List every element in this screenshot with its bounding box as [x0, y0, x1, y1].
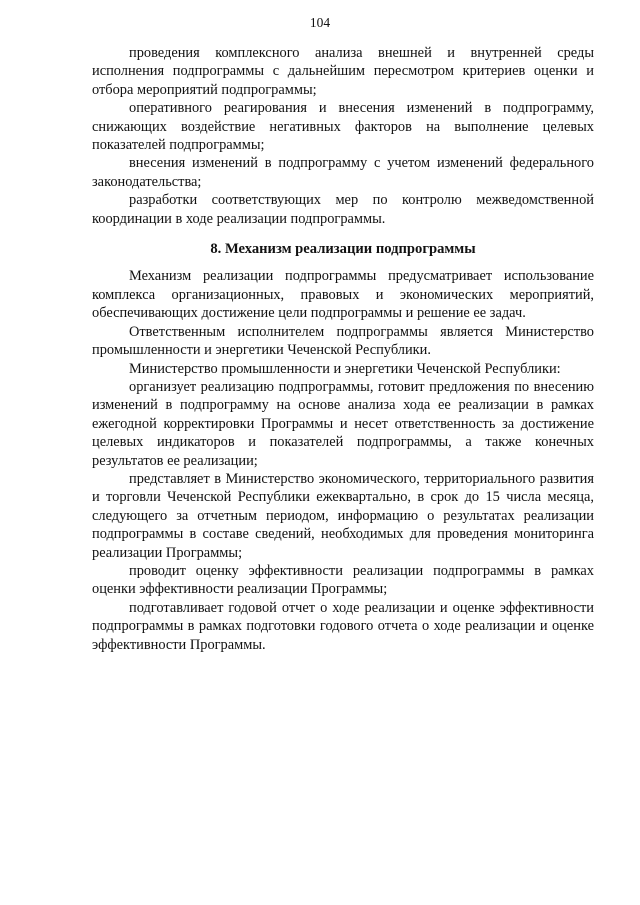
paragraph: представляет в Министерство экономического, территориального развития и торговли Чеченской Республики ежеквартально, в срок до 15 числа месяца, следующего за отчетным периодом, информацию о результатах реализации подпрограммы в составе сведений, необходимых для проведения мониторинга реализации Программы;	[92, 470, 594, 561]
paragraph: подготавливает годовой отчет о ходе реализации и оценке эффективности подпрограммы в рамках подготовки годового отчета о ходе реализации и оценке эффективности Программы.	[92, 599, 594, 653]
paragraph: организует реализацию подпрограммы, готовит предложения по внесению изменений в подпрограмму на основе анализа хода ее реализации в рамках ежегодной корректировки Программы и несет ответственность за достижение целевых индикаторов и показателей подпрограммы, а также конечных результатов ее реализации;	[92, 378, 594, 469]
paragraph: проводит оценку эффективности реализации подпрограммы в рамках оценки эффективности реализации Программы;	[92, 562, 594, 598]
paragraph: Ответственным исполнителем подпрограммы является Министерство промышленности и энергетики Чеченской Республики.	[92, 323, 594, 359]
page-number: 104	[309, 15, 331, 30]
paragraph: проведения комплексного анализа внешней и внутренней среды исполнения подпрограммы с дальнейшим пересмотром критериев оценки и отбора мероприятий подпрограммы;	[92, 45, 594, 98]
document-body	[92, 44, 594, 654]
paragraph: Министерство промышленности и энергетики Чеченской Республики:	[129, 360, 561, 377]
paragraph: оперативного реагирования и внесения изменений в подпрограмму, снижающих воздействие негативных факторов на выполнение целевых показателей подпрограммы;	[92, 100, 594, 154]
paragraph: разработки соответствующих мер по контролю межведомственной координации в ходе реализации подпрограммы.	[92, 192, 594, 227]
paragraph: внесения изменений в подпрограмму с учетом изменений федерального законодательства;	[92, 155, 594, 190]
section-heading: 8. Механизм реализации подпрограммы	[210, 241, 476, 258]
paragraph: Механизм реализации подпрограммы предусматривает использование комплекса организационных, правовых и экономических мероприятий, обеспечивающих достижение цели подпрограммы и решение ее задач.	[92, 268, 594, 322]
